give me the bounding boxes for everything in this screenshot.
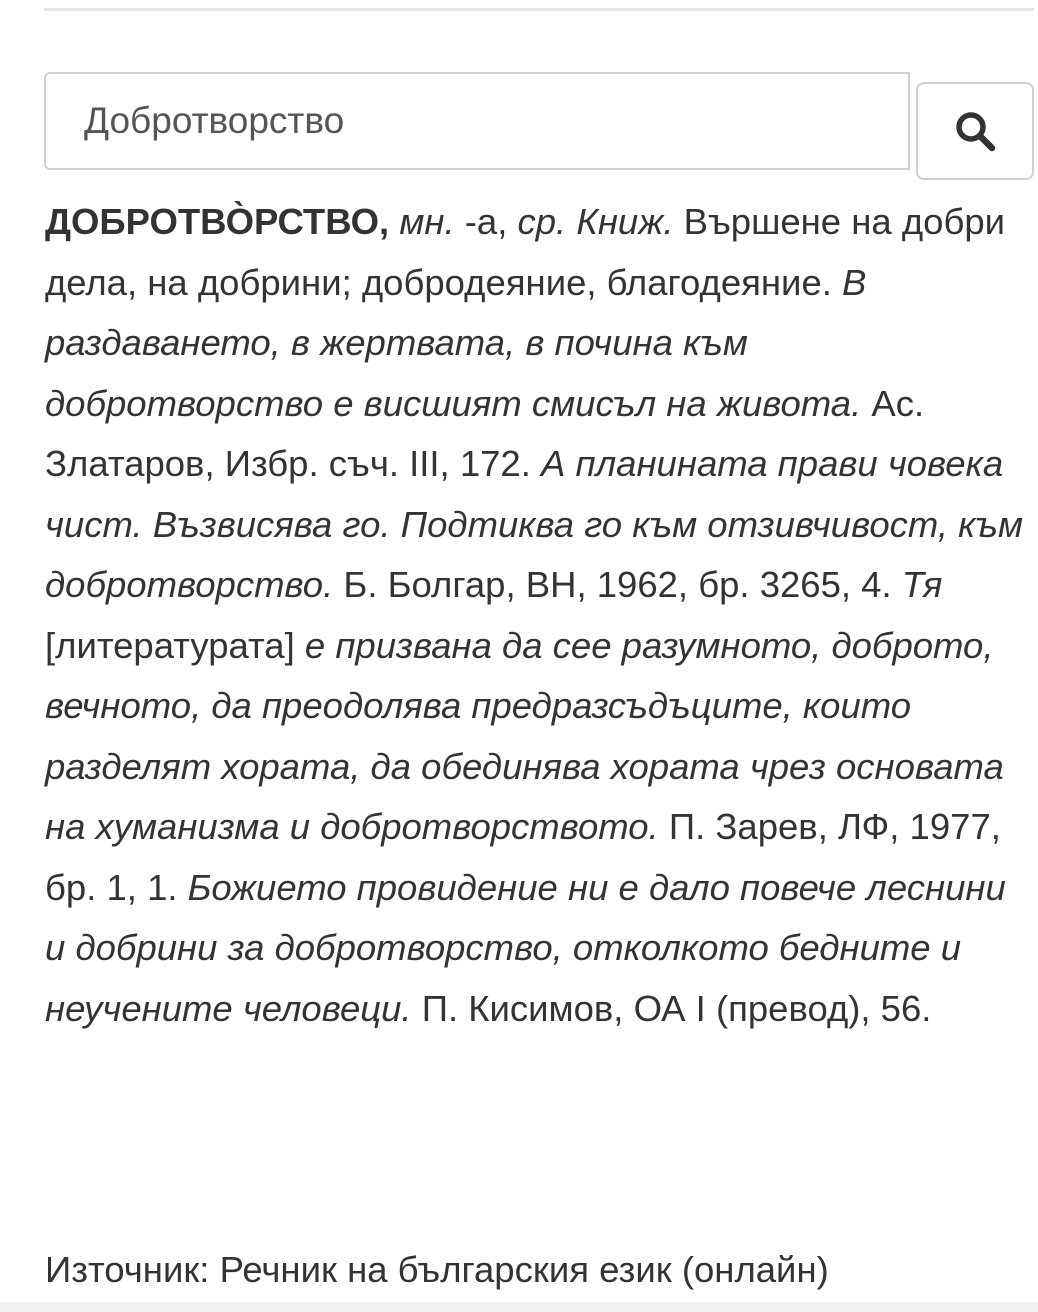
citation: П. Зарев, ЛФ, 1977, бр. 1, 1. xyxy=(45,806,1001,908)
search-button[interactable] xyxy=(916,82,1034,180)
dictionary-entry xyxy=(45,192,1030,1039)
search-bar xyxy=(44,72,1034,182)
example-quote: е призвана да сее разумното, доброто, вечното, да преодолява предразсъдъците, които разделят хората, да обединява хората чрез основата на хуманизма и добротворството. xyxy=(45,624,1004,847)
editorial-insertion: [литературата] xyxy=(45,624,305,666)
example-quote: А планината прави човека чист. Възвисява го. Подтиква го към отзивчивост, към добротворство. xyxy=(45,443,1024,605)
citation: Ас. Златаров, Избр. съч. III, 172. xyxy=(45,382,925,484)
grammar-label-plural: мн. xyxy=(389,201,455,242)
example-quote: Тя xyxy=(901,564,943,605)
citation: Б. Болгар, ВН, 1962, бр. 3265, 4. xyxy=(333,564,902,605)
source-attribution: Източник: Речник на българския език (онлайн) xyxy=(45,1249,829,1290)
search-input[interactable] xyxy=(44,72,910,170)
grammar-label-gender: ср. Книж. xyxy=(517,201,674,242)
bottom-divider xyxy=(0,1302,1038,1312)
definition: Вършене на добри дела, на добрини; добродеяние, благодеяние. xyxy=(45,201,1006,303)
grammar-plural-ending: -а, xyxy=(454,201,518,242)
search-icon xyxy=(954,110,996,152)
citation: П. Кисимов, ОА I (превод), 56. xyxy=(411,987,932,1029)
example-quote: Божието провидение ни е дало повече леснини и добрини за добротворство, отколкото бедните и неучените человеци. xyxy=(45,866,1006,1029)
entry-text xyxy=(45,192,1030,1039)
top-divider xyxy=(44,8,1034,11)
example-quote: В раздаването, в жертвата, в почина към добротворство е висшият смисъл на живота. xyxy=(45,261,867,424)
headword: ДОБРОТВО̀РСТВО, xyxy=(45,201,390,242)
